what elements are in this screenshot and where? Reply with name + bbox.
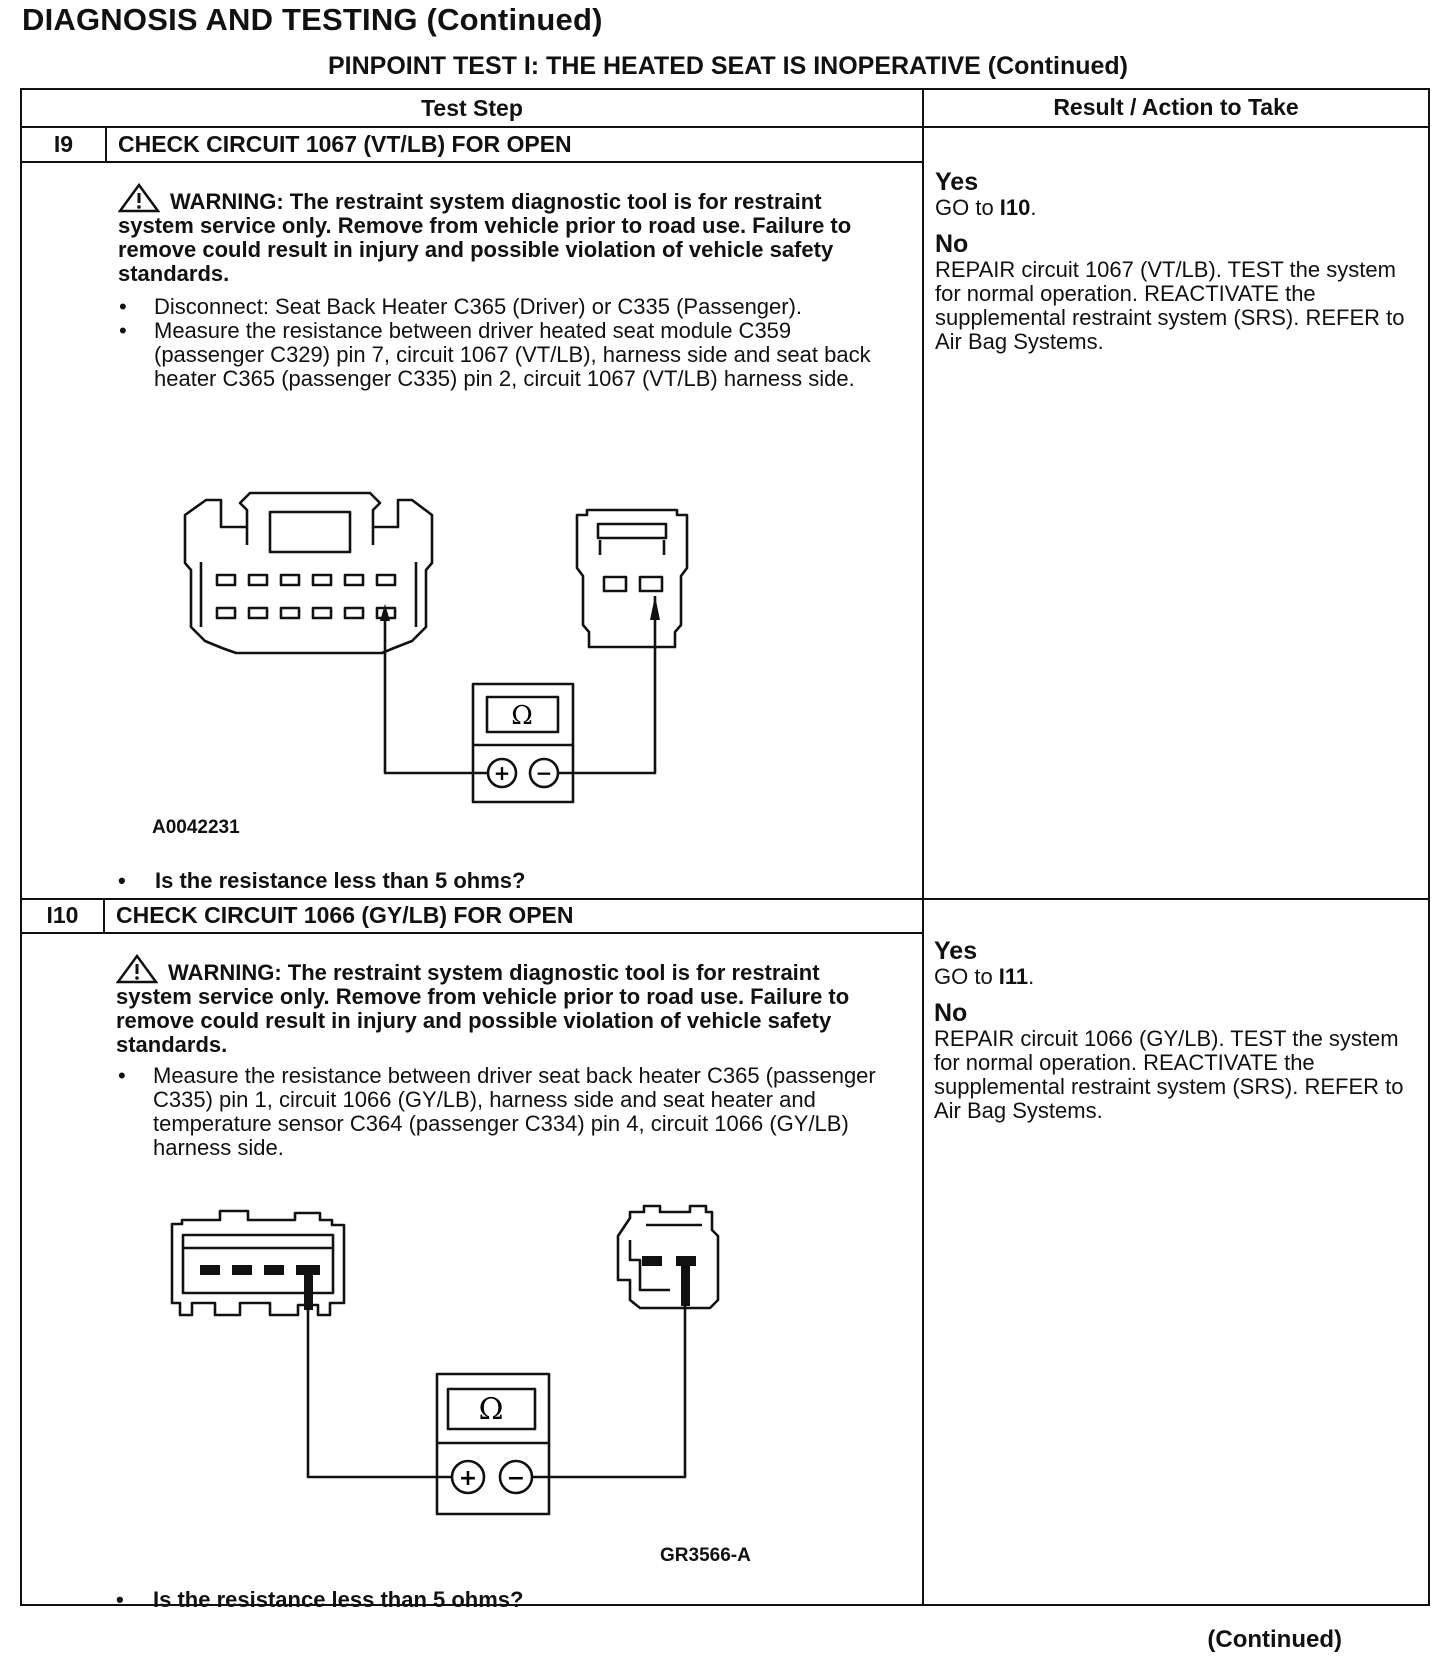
connector-pin bbox=[200, 1265, 220, 1275]
minus-symbol: − bbox=[506, 1466, 526, 1491]
header-result-action: Result / Action to Take bbox=[1053, 94, 1299, 120]
warning-text: WARNING: The restraint system diagnostic tool is for restraint system service only. Remove from vehicle prior to road use. Failure to remove could result in injury and possible violation of vehicle safety standards. bbox=[118, 189, 852, 286]
question-text: Is the resistance less than 5 ohms? bbox=[155, 868, 526, 893]
list-item: • Disconnect: Seat Back Heater C365 (Driver) or C335 (Passenger). bbox=[119, 294, 803, 319]
connector-pin bbox=[681, 1266, 690, 1306]
step-question: • Is the resistance less than 5 ohms? bbox=[116, 1587, 524, 1612]
yes-label: Yes bbox=[934, 937, 978, 965]
result-actions bbox=[934, 937, 1424, 1123]
step-id: I9 bbox=[53, 131, 74, 157]
test-lead-positive bbox=[308, 1290, 452, 1477]
no-action: REPAIR circuit 1066 (GY/LB). TEST the system for normal operation. REACTIVATE the supplemental restraint system (SRS). REFER to Air Bag Systems. bbox=[934, 1026, 1404, 1123]
connector-pin bbox=[304, 1270, 313, 1310]
heater-connector-c365 bbox=[172, 1211, 344, 1315]
yes-action-prefix: GO to bbox=[934, 964, 999, 989]
yes-target: I11 bbox=[998, 964, 1029, 989]
connector-pin bbox=[232, 1265, 252, 1275]
yes-action-prefix: GO to bbox=[935, 195, 1000, 220]
list-item: • Measure the resistance between driver heated seat module C359 (passenger C329) pin 7, circuit 1067 (VT/LB), harness side and seat back heater C365 (passenger C335) pin 2, circuit 1067 (VT/LB) harness side. bbox=[119, 318, 871, 391]
yes-label: Yes bbox=[935, 168, 979, 196]
list-item: • Measure the resistance between driver seat back heater C365 (passenger C335) pin 1, circuit 1066 (GY/LB), harness side and seat heater and temperature sensor C364 (passenger C334) pin 4, circuit 1066 (GY/LB) harness side. bbox=[118, 1063, 876, 1160]
plus-symbol: + bbox=[493, 761, 511, 785]
page-title: DIAGNOSIS AND TESTING (Continued) bbox=[22, 2, 603, 37]
warning-text: WARNING: The restraint system diagnostic tool is for restraint system service only. Remove from vehicle prior to road use. Failure to remove could result in injury and possible violation of vehicle safety standards. bbox=[116, 960, 850, 1057]
no-label: No bbox=[935, 230, 969, 258]
test-lead-negative bbox=[532, 1290, 685, 1477]
yes-action: GO to I11. bbox=[934, 964, 1035, 989]
list-item-text: Measure the resistance between driver heated seat module C359 (passenger C329) pin 7, circuit 1067 (VT/LB), harness side and seat back heater C365 (passenger C335) pin 2, circuit 1067 (VT/LB) harness side. bbox=[154, 318, 871, 391]
step-question: • Is the resistance less than 5 ohms? bbox=[118, 868, 526, 893]
header-test-step: Test Step bbox=[421, 95, 523, 121]
pinpoint-test-title-text: PINPOINT TEST I: THE HEATED SEAT IS INOPERATIVE (Continued) bbox=[327, 52, 1128, 80]
figure-id: GR3566-A bbox=[660, 1545, 751, 1566]
ohm-symbol: Ω bbox=[511, 701, 533, 731]
no-label: No bbox=[934, 999, 968, 1027]
connector-pin bbox=[264, 1265, 284, 1275]
minus-symbol: − bbox=[535, 761, 553, 785]
ohm-symbol: Ω bbox=[478, 1392, 504, 1427]
step-title: CHECK CIRCUIT 1066 (GY/LB) FOR OPEN bbox=[116, 902, 574, 928]
yes-target: I10 bbox=[999, 195, 1031, 220]
no-action: REPAIR circuit 1067 (VT/LB). TEST the system for normal operation. REACTIVATE the supplemental restraint system (SRS). REFER to Air Bag Systems. bbox=[935, 257, 1405, 354]
figure-id: A0042231 bbox=[152, 817, 240, 838]
question-text: Is the resistance less than 5 ohms? bbox=[153, 1587, 524, 1612]
step-title: CHECK CIRCUIT 1067 (VT/LB) FOR OPEN bbox=[118, 131, 572, 157]
list-item-text: Measure the resistance between driver seat back heater C365 (passenger C335) pin 1, circuit 1066 (GY/LB), harness side and seat heater and temperature sensor C364 (passenger C334) pin 4, circuit 1066 (GY/LB) harness side. bbox=[153, 1063, 876, 1160]
step-id: I10 bbox=[46, 902, 79, 928]
sensor-connector-c364 bbox=[618, 1206, 718, 1308]
yes-action: GO to I10. bbox=[935, 195, 1037, 220]
connector-pin bbox=[676, 1256, 696, 1266]
list-item-text: Disconnect: Seat Back Heater C365 (Driver) or C335 (Passenger). bbox=[154, 294, 803, 319]
continued-footer: (Continued) bbox=[1207, 1626, 1342, 1653]
connector-pin bbox=[642, 1256, 662, 1266]
plus-symbol: + bbox=[458, 1466, 478, 1491]
